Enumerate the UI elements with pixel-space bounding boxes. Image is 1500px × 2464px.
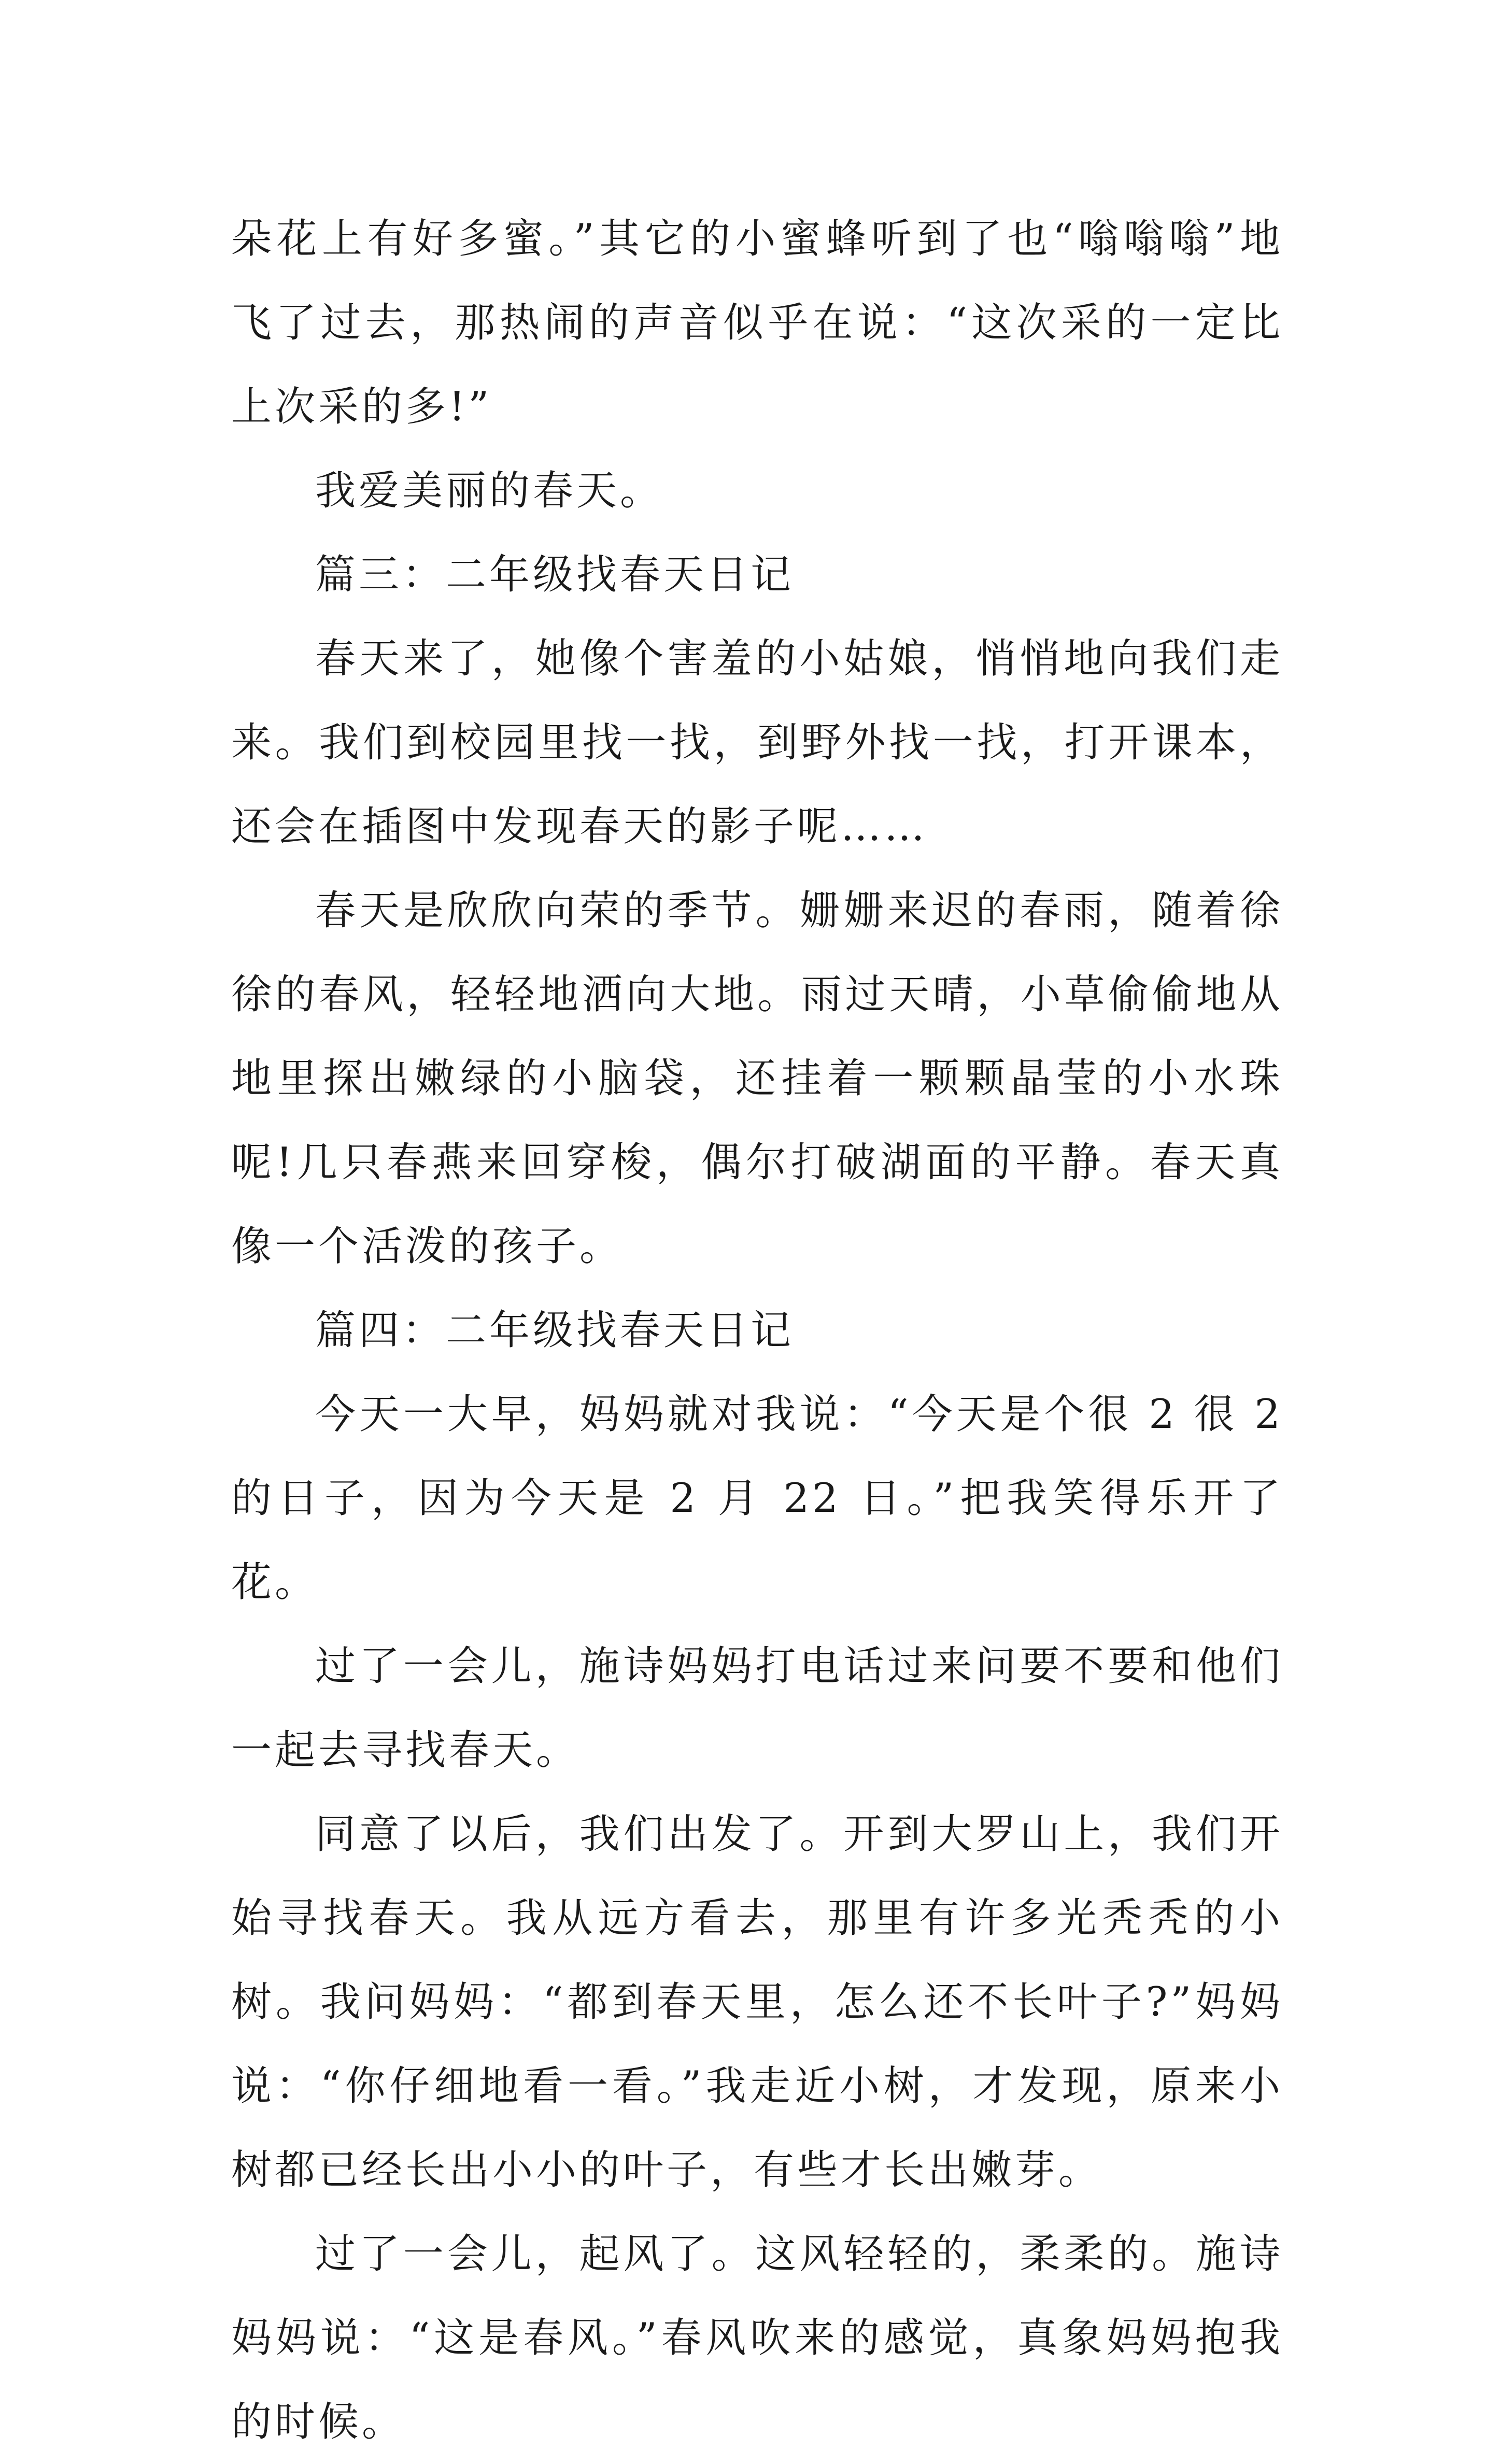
paragraph-2: 我爱美丽的春天。 — [315, 468, 664, 514]
paragraph-9: 同意了以后，我们出发了。开到大罗山上，我们开始寻找春天。我从远方看去，那里有许多光秃秃的小树。我问妈妈：“都到春天里，怎么还不长叶子?”妈妈说：“你仔细地看一看。”我走近小树，才发现，原来小树都已经长出小小的叶子，有些才长出嫩芽。 — [231, 1811, 1283, 2193]
paragraph-1: 朵花上有好多蜜。”其它的小蜜蜂听到了也“嗡嗡嗡”地飞了过去，那热闹的声音似乎在说：“这次采的一定比上次采的多!” — [231, 216, 1283, 430]
paragraph-5: 春天是欣欣向荣的季节。姗姗来迟的春雨，随着徐徐的春风，轻轻地洒向大地。雨过天晴，小草偷偷地从地里探出嫩绿的小脑袋，还挂着一颗颗晶莹的小水珠呢!几只春燕来回穿梭，偶尔打破湖面的平静。春天真像一个活泼的孩子。 — [231, 887, 1283, 1270]
paragraph-10: 过了一会儿，起风了。这风轻轻的，柔柔的。施诗妈妈说：“这是春风。”春风吹来的感觉，真象妈妈抱我的时候。 — [231, 2231, 1283, 2445]
paragraph-4: 春天来了，她像个害羞的小姑娘，悄悄地向我们走来。我们到校园里找一找，到野外找一找，打开课本，还会在插图中发现春天的影子呢…… — [231, 635, 1283, 850]
section-heading-3: 篇三：二年级找春天日记 — [315, 551, 795, 598]
paragraph-8: 过了一会儿，施诗妈妈打电话过来问要不要和他们一起去寻找春天。 — [231, 1643, 1283, 1774]
section-heading-4: 篇四：二年级找春天日记 — [315, 1307, 795, 1354]
document-body — [231, 197, 1283, 2464]
paragraph-7: 今天一大早，妈妈就对我说：“今天是个很 2 很 2 的日子，因为今天是 2 月 22 日。”把我笑得乐开了花。 — [231, 1391, 1283, 1606]
